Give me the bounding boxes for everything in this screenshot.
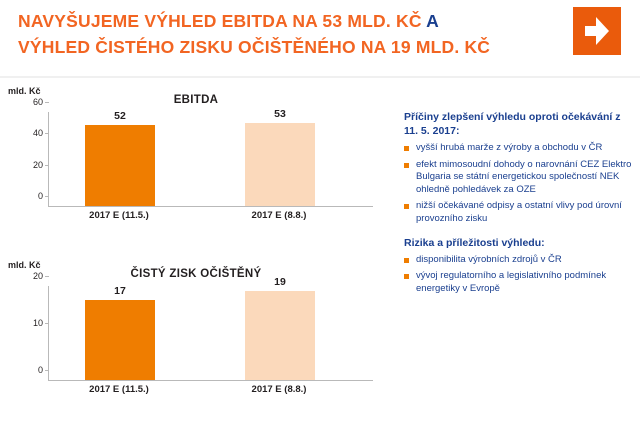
- charts-column: [0, 80, 392, 424]
- chart-net-profit-bar-1-value: 17: [114, 285, 126, 298]
- list-item: [404, 270, 632, 295]
- chart-net-profit-xaxis: [48, 384, 372, 400]
- commentary-heading-risks: Rizika a příležitosti výhledu:: [404, 236, 545, 249]
- chart-net-profit-bar-2: [245, 275, 315, 380]
- chart-ebitda-ytick-20: 20: [33, 160, 49, 170]
- title-line-2: VÝHLED ČISTÉHO ZISKU OČIŠTĚNÉHO NA 19 MLD. KČ: [18, 37, 491, 57]
- chart-ebitda-bar-1: [85, 109, 155, 207]
- list-item: [404, 200, 632, 225]
- title-line-1-suffix: A: [426, 11, 439, 31]
- list-item-label: nižší očekávané odpisy a ostatní vlivy pod úrovní provozního zisku: [416, 200, 622, 224]
- commentary-list-risks: [404, 254, 632, 296]
- chart-net-profit-title: ČISTÝ ZISK OČIŠTĚNÝ: [130, 268, 262, 280]
- chart-net-profit-ytick-10: 10: [33, 318, 49, 328]
- chart-ebitda: [0, 86, 392, 246]
- chart-net-profit-xlabel-1: 2017 E (11.5.): [89, 384, 149, 395]
- list-item-label: efekt mimosoudní dohody o narovnání CEZ Elektro Bulgaria se státní energetickou společností NEK ohledně pohledávek za OZE: [416, 158, 632, 195]
- page-title: [18, 8, 538, 60]
- chart-ebitda-xlabel-2: 2017 E (8.8.): [251, 210, 307, 221]
- header-divider: [0, 76, 640, 78]
- bullet-square-icon: [404, 204, 409, 209]
- chart-net-profit-bar-1: [85, 285, 155, 380]
- chart-ebitda-ytick-60: 60: [33, 97, 49, 107]
- commentary-list-causes: [404, 142, 632, 226]
- chart-net-profit-xlabel-2: 2017 E (8.8.): [251, 384, 307, 395]
- chart-ebitda-bar-2-value: 53: [274, 108, 286, 120]
- bullet-square-icon: [404, 163, 409, 168]
- chart-ebitda-xaxis: [48, 210, 372, 226]
- chart-net-profit-unit-label: mld. Kč: [8, 260, 41, 270]
- commentary-column: [404, 110, 632, 299]
- list-item: [404, 254, 632, 267]
- chart-net-profit-ytick-20: 20: [33, 271, 49, 281]
- chart-ebitda-title: EBITDA: [173, 94, 219, 106]
- slide-header: [0, 0, 640, 76]
- chart-ebitda-unit-label: mld. Kč: [8, 86, 41, 96]
- title-line-1-text: NAVYŠUJEME VÝHLED EBITDA NA 53 MLD. KČ: [18, 11, 427, 31]
- list-item-label: vývoj regulatorního a legislativního podmínek energetiky v Evropě: [416, 270, 607, 294]
- bullet-square-icon: [404, 258, 409, 263]
- commentary-heading-causes: Příčiny zlepšení výhledu oproti očekávání z 11. 5. 2017:: [404, 111, 621, 137]
- chart-net-profit-ytick-0: 0: [38, 365, 49, 375]
- cez-logo-icon: [573, 7, 621, 55]
- title-line-1: [18, 8, 538, 34]
- bullet-square-icon: [404, 146, 409, 151]
- bullet-square-icon: [404, 274, 409, 279]
- chart-ebitda-xlabel-1: 2017 E (11.5.): [89, 210, 149, 221]
- chart-ebitda-ytick-0: 0: [38, 191, 49, 201]
- chart-net-profit-bar-2-value: 19: [274, 275, 286, 288]
- list-item-label: vyšší hrubá marže z výroby a obchodu v ČR: [416, 142, 603, 153]
- list-item: [404, 142, 632, 155]
- list-item: [404, 159, 632, 197]
- chart-ebitda-bar-2: [245, 108, 315, 206]
- cez-logo-glyph: [580, 14, 614, 48]
- list-item-label: disponibilita výrobních zdrojů v ČR: [416, 253, 562, 265]
- chart-ebitda-bar-1-value: 52: [114, 109, 126, 122]
- chart-ebitda-ytick-40: 40: [33, 128, 49, 138]
- chart-net-profit: [0, 260, 392, 420]
